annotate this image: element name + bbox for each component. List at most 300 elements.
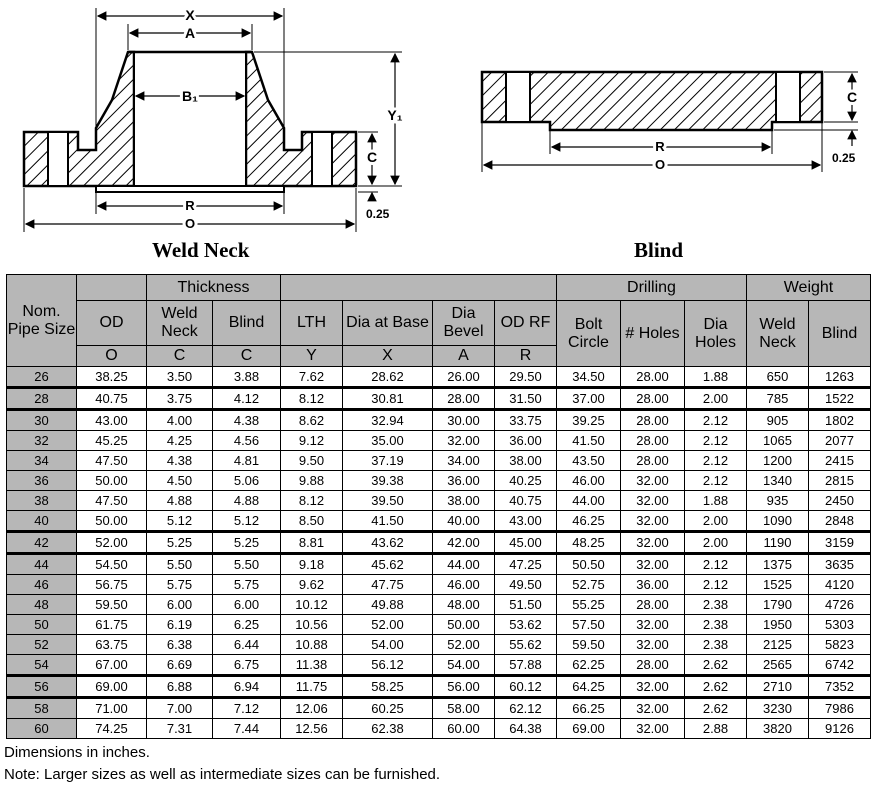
table-cell: 2125 bbox=[747, 635, 809, 655]
table-cell: 905 bbox=[747, 410, 809, 431]
table-cell: 2815 bbox=[809, 471, 871, 491]
table-cell: 6.75 bbox=[213, 655, 281, 676]
table-cell: 1.88 bbox=[685, 491, 747, 511]
table-cell: 7.62 bbox=[281, 367, 343, 388]
table-cell: 52.00 bbox=[433, 635, 495, 655]
table-cell: 49.88 bbox=[343, 595, 433, 615]
table-cell: 6.94 bbox=[213, 676, 281, 698]
pipe-size-cell: 32 bbox=[7, 431, 77, 451]
table-cell: 41.50 bbox=[343, 511, 433, 532]
table-cell: 3820 bbox=[747, 719, 809, 739]
table-cell: 41.50 bbox=[557, 431, 621, 451]
table-cell: 1065 bbox=[747, 431, 809, 451]
table-cell: 50.00 bbox=[77, 471, 147, 491]
table-cell: 50.50 bbox=[557, 554, 621, 575]
table-cell: 69.00 bbox=[77, 676, 147, 698]
table-cell: 56.00 bbox=[433, 676, 495, 698]
table-cell: 32.00 bbox=[621, 698, 685, 719]
table-cell: 62.12 bbox=[495, 698, 557, 719]
table-cell: 32.00 bbox=[621, 491, 685, 511]
table-cell: 36.00 bbox=[621, 575, 685, 595]
table-cell: 4.88 bbox=[213, 491, 281, 511]
pipe-size-cell: 46 bbox=[7, 575, 77, 595]
table-cell: 2.00 bbox=[685, 532, 747, 554]
table-cell: 51.50 bbox=[495, 595, 557, 615]
table-cell: 37.19 bbox=[343, 451, 433, 471]
table-cell: 7.12 bbox=[213, 698, 281, 719]
table-cell: 56.75 bbox=[77, 575, 147, 595]
header-sym-lth: Y bbox=[281, 346, 343, 367]
pipe-size-cell: 58 bbox=[7, 698, 77, 719]
table-cell: 5.75 bbox=[147, 575, 213, 595]
table-cell: 2.38 bbox=[685, 615, 747, 635]
table-cell: 38.00 bbox=[495, 451, 557, 471]
table-cell: 9.50 bbox=[281, 451, 343, 471]
table-cell: 2.88 bbox=[685, 719, 747, 739]
table-cell: 6.25 bbox=[213, 615, 281, 635]
header-sym-bevel: A bbox=[433, 346, 495, 367]
table-cell: 2.62 bbox=[685, 698, 747, 719]
header-od-rf: OD RF bbox=[495, 301, 557, 346]
table-cell: 46.00 bbox=[557, 471, 621, 491]
table-cell: 5.25 bbox=[147, 532, 213, 554]
header-blank-mid bbox=[281, 275, 557, 301]
table-cell: 2077 bbox=[809, 431, 871, 451]
table-cell: 5.12 bbox=[213, 511, 281, 532]
table-cell: 62.25 bbox=[557, 655, 621, 676]
header-lth: LTH bbox=[281, 301, 343, 346]
pipe-size-cell: 28 bbox=[7, 388, 77, 410]
table-cell: 6.19 bbox=[147, 615, 213, 635]
table-cell: 2450 bbox=[809, 491, 871, 511]
table-cell: 1263 bbox=[809, 367, 871, 388]
table-cell: 67.00 bbox=[77, 655, 147, 676]
table-cell: 1525 bbox=[747, 575, 809, 595]
table-cell: 7986 bbox=[809, 698, 871, 719]
table-cell: 39.38 bbox=[343, 471, 433, 491]
table-cell: 32.00 bbox=[621, 532, 685, 554]
table-cell: 58.25 bbox=[343, 676, 433, 698]
pipe-size-cell: 52 bbox=[7, 635, 77, 655]
table-row bbox=[7, 431, 871, 451]
table-cell: 4.81 bbox=[213, 451, 281, 471]
table-cell: 2.12 bbox=[685, 431, 747, 451]
header-weight-blind: Blind bbox=[809, 301, 871, 367]
bolt-hole-left bbox=[48, 132, 68, 186]
table-cell: 5.50 bbox=[213, 554, 281, 575]
table-cell: 61.75 bbox=[77, 615, 147, 635]
blind-bolt-hole-left bbox=[506, 72, 530, 122]
table-cell: 38.00 bbox=[433, 491, 495, 511]
header-dia-bevel: Dia Bevel bbox=[433, 301, 495, 346]
pipe-size-cell: 26 bbox=[7, 367, 77, 388]
table-cell: 2848 bbox=[809, 511, 871, 532]
note-dimensions: Dimensions in inches. bbox=[4, 744, 150, 761]
table-cell: 3230 bbox=[747, 698, 809, 719]
header-od: OD bbox=[77, 301, 147, 346]
table-cell: 28.00 bbox=[621, 410, 685, 431]
blind-dim-gap-label: 0.25 bbox=[832, 151, 856, 165]
table-cell: 43.50 bbox=[557, 451, 621, 471]
table-cell: 2.12 bbox=[685, 410, 747, 431]
table-cell: 32.94 bbox=[343, 410, 433, 431]
table-cell: 2565 bbox=[747, 655, 809, 676]
table-cell: 1190 bbox=[747, 532, 809, 554]
table-cell: 2.12 bbox=[685, 554, 747, 575]
header-blank-od bbox=[77, 275, 147, 301]
header-num-holes: # Holes bbox=[621, 301, 685, 367]
table-cell: 10.12 bbox=[281, 595, 343, 615]
table-cell: 39.50 bbox=[343, 491, 433, 511]
table-cell: 31.50 bbox=[495, 388, 557, 410]
table-cell: 45.62 bbox=[343, 554, 433, 575]
table-cell: 46.00 bbox=[433, 575, 495, 595]
table-cell: 7.31 bbox=[147, 719, 213, 739]
table-cell: 935 bbox=[747, 491, 809, 511]
header-weight: Weight bbox=[747, 275, 871, 301]
blind-section bbox=[482, 72, 822, 130]
table-cell: 6.00 bbox=[147, 595, 213, 615]
table-cell: 3159 bbox=[809, 532, 871, 554]
table-cell: 40.75 bbox=[495, 491, 557, 511]
table-row bbox=[7, 676, 871, 698]
table-row bbox=[7, 655, 871, 676]
table-cell: 2.00 bbox=[685, 388, 747, 410]
table-cell: 28.00 bbox=[433, 388, 495, 410]
table-cell: 4.12 bbox=[213, 388, 281, 410]
table-cell: 52.00 bbox=[77, 532, 147, 554]
table-cell: 58.00 bbox=[433, 698, 495, 719]
table-cell: 9126 bbox=[809, 719, 871, 739]
header-nom-pipe-size: Nom. Pipe Size bbox=[7, 275, 77, 367]
table-row bbox=[7, 635, 871, 655]
table-cell: 26.00 bbox=[433, 367, 495, 388]
table-cell: 32.00 bbox=[621, 676, 685, 698]
table-cell: 64.25 bbox=[557, 676, 621, 698]
table-cell: 10.56 bbox=[281, 615, 343, 635]
table-cell: 5.12 bbox=[147, 511, 213, 532]
table-cell: 5.50 bbox=[147, 554, 213, 575]
table-cell: 52.00 bbox=[343, 615, 433, 635]
table-cell: 2.38 bbox=[685, 635, 747, 655]
table-cell: 30.81 bbox=[343, 388, 433, 410]
table-cell: 28.00 bbox=[621, 367, 685, 388]
pipe-size-cell: 54 bbox=[7, 655, 77, 676]
table-row bbox=[7, 554, 871, 575]
blind-caption: Blind bbox=[634, 238, 684, 262]
table-cell: 69.00 bbox=[557, 719, 621, 739]
table-cell: 45.00 bbox=[495, 532, 557, 554]
table-cell: 71.00 bbox=[77, 698, 147, 719]
table-cell: 55.62 bbox=[495, 635, 557, 655]
table-cell: 42.00 bbox=[433, 532, 495, 554]
table-cell: 11.38 bbox=[281, 655, 343, 676]
table-cell: 60.25 bbox=[343, 698, 433, 719]
table-cell: 1790 bbox=[747, 595, 809, 615]
weld-neck-left-section bbox=[24, 52, 134, 186]
table-cell: 44.00 bbox=[557, 491, 621, 511]
table-cell: 1375 bbox=[747, 554, 809, 575]
pipe-size-cell: 48 bbox=[7, 595, 77, 615]
table-cell: 1950 bbox=[747, 615, 809, 635]
table-cell: 8.62 bbox=[281, 410, 343, 431]
table-row bbox=[7, 388, 871, 410]
table-cell: 3.75 bbox=[147, 388, 213, 410]
table-row bbox=[7, 595, 871, 615]
blind-dim-r-label: R bbox=[655, 139, 665, 154]
header-bolt-circle: Bolt Circle bbox=[557, 301, 621, 367]
table-cell: 47.50 bbox=[77, 451, 147, 471]
table-cell: 2.12 bbox=[685, 471, 747, 491]
table-cell: 40.00 bbox=[433, 511, 495, 532]
table-cell: 1.88 bbox=[685, 367, 747, 388]
table-cell: 34.00 bbox=[433, 451, 495, 471]
bore bbox=[134, 52, 246, 186]
table-cell: 5.06 bbox=[213, 471, 281, 491]
table-cell: 10.88 bbox=[281, 635, 343, 655]
table-cell: 4120 bbox=[809, 575, 871, 595]
note-sizes: Note: Larger sizes as well as intermediate sizes can be furnished. bbox=[4, 766, 441, 783]
table-cell: 28.00 bbox=[621, 388, 685, 410]
header-sym-wn: C bbox=[147, 346, 213, 367]
notes bbox=[4, 742, 440, 786]
table-row bbox=[7, 532, 871, 554]
table-cell: 28.00 bbox=[621, 431, 685, 451]
table-cell: 40.75 bbox=[77, 388, 147, 410]
pipe-size-cell: 56 bbox=[7, 676, 77, 698]
table-cell: 32.00 bbox=[621, 471, 685, 491]
table-row bbox=[7, 698, 871, 719]
table-cell: 2.12 bbox=[685, 451, 747, 471]
table-cell: 36.00 bbox=[433, 471, 495, 491]
table-cell: 1802 bbox=[809, 410, 871, 431]
table-cell: 32.00 bbox=[621, 554, 685, 575]
header-drilling: Drilling bbox=[557, 275, 747, 301]
table-cell: 49.50 bbox=[495, 575, 557, 595]
table-cell: 5303 bbox=[809, 615, 871, 635]
table-cell: 8.12 bbox=[281, 491, 343, 511]
header-sym-od: O bbox=[77, 346, 147, 367]
table-cell: 32.00 bbox=[621, 719, 685, 739]
table-cell: 60.00 bbox=[433, 719, 495, 739]
table-cell: 4.38 bbox=[213, 410, 281, 431]
table-cell: 4.00 bbox=[147, 410, 213, 431]
table-cell: 28.00 bbox=[621, 451, 685, 471]
table-cell: 4.25 bbox=[147, 431, 213, 451]
table-cell: 2415 bbox=[809, 451, 871, 471]
header-thickness: Thickness bbox=[147, 275, 281, 301]
table-cell: 46.25 bbox=[557, 511, 621, 532]
dim-gap-label: 0.25 bbox=[366, 207, 390, 221]
table-row bbox=[7, 575, 871, 595]
table-cell: 48.00 bbox=[433, 595, 495, 615]
dim-o-label: O bbox=[184, 216, 196, 231]
table-cell: 52.75 bbox=[557, 575, 621, 595]
pipe-size-cell: 40 bbox=[7, 511, 77, 532]
table-cell: 59.50 bbox=[77, 595, 147, 615]
table-cell: 63.75 bbox=[77, 635, 147, 655]
table-cell: 5.75 bbox=[213, 575, 281, 595]
table-cell: 1090 bbox=[747, 511, 809, 532]
pipe-size-cell: 50 bbox=[7, 615, 77, 635]
header-dia-at-base: Dia at Base bbox=[343, 301, 433, 346]
table-cell: 5.25 bbox=[213, 532, 281, 554]
table-cell: 9.12 bbox=[281, 431, 343, 451]
pipe-size-cell: 44 bbox=[7, 554, 77, 575]
flange-spec-table bbox=[6, 274, 871, 739]
table-cell: 33.75 bbox=[495, 410, 557, 431]
table-cell: 4.56 bbox=[213, 431, 281, 451]
table-cell: 44.00 bbox=[433, 554, 495, 575]
table-cell: 2.00 bbox=[685, 511, 747, 532]
header-weight-weld-neck: Weld Neck bbox=[747, 301, 809, 367]
table-row bbox=[7, 491, 871, 511]
table-cell: 8.81 bbox=[281, 532, 343, 554]
table-cell: 650 bbox=[747, 367, 809, 388]
table-body bbox=[7, 367, 871, 739]
table-cell: 28.00 bbox=[621, 655, 685, 676]
table-cell: 2.12 bbox=[685, 575, 747, 595]
table-cell: 5823 bbox=[809, 635, 871, 655]
table-cell: 62.38 bbox=[343, 719, 433, 739]
table-cell: 29.50 bbox=[495, 367, 557, 388]
table-cell: 3635 bbox=[809, 554, 871, 575]
table-cell: 47.25 bbox=[495, 554, 557, 575]
table-cell: 6742 bbox=[809, 655, 871, 676]
table-cell: 50.00 bbox=[433, 615, 495, 635]
table-cell: 43.00 bbox=[495, 511, 557, 532]
table-cell: 32.00 bbox=[621, 635, 685, 655]
pipe-size-cell: 60 bbox=[7, 719, 77, 739]
table-cell: 32.00 bbox=[621, 511, 685, 532]
dim-c-label: C bbox=[366, 149, 378, 165]
table-cell: 74.25 bbox=[77, 719, 147, 739]
table-cell: 60.12 bbox=[495, 676, 557, 698]
table-cell: 4.50 bbox=[147, 471, 213, 491]
table-cell: 4726 bbox=[809, 595, 871, 615]
dim-r-label: R bbox=[185, 198, 195, 213]
table-row bbox=[7, 471, 871, 491]
pipe-size-cell: 36 bbox=[7, 471, 77, 491]
table-cell: 4.38 bbox=[147, 451, 213, 471]
table-cell: 6.44 bbox=[213, 635, 281, 655]
table-cell: 11.75 bbox=[281, 676, 343, 698]
table-row bbox=[7, 367, 871, 388]
table-cell: 55.25 bbox=[557, 595, 621, 615]
header-sym-blind: C bbox=[213, 346, 281, 367]
table-cell: 64.38 bbox=[495, 719, 557, 739]
table-cell: 28.00 bbox=[621, 595, 685, 615]
table-cell: 36.00 bbox=[495, 431, 557, 451]
table-cell: 1522 bbox=[809, 388, 871, 410]
table-cell: 54.00 bbox=[343, 635, 433, 655]
table-cell: 2.62 bbox=[685, 676, 747, 698]
header-sym-rf: R bbox=[495, 346, 557, 367]
table-cell: 9.88 bbox=[281, 471, 343, 491]
table-cell: 1200 bbox=[747, 451, 809, 471]
table-cell: 6.00 bbox=[213, 595, 281, 615]
table-cell: 9.62 bbox=[281, 575, 343, 595]
dim-a-label: A bbox=[184, 25, 196, 41]
table-cell: 2.62 bbox=[685, 655, 747, 676]
table-cell: 7.44 bbox=[213, 719, 281, 739]
table-cell: 53.62 bbox=[495, 615, 557, 635]
table-cell: 50.00 bbox=[77, 511, 147, 532]
table-cell: 7.00 bbox=[147, 698, 213, 719]
table-cell: 6.69 bbox=[147, 655, 213, 676]
table-cell: 45.25 bbox=[77, 431, 147, 451]
table-cell: 47.50 bbox=[77, 491, 147, 511]
table-row bbox=[7, 615, 871, 635]
weld-neck-right-section bbox=[246, 52, 356, 186]
table-cell: 57.50 bbox=[557, 615, 621, 635]
table-cell: 35.00 bbox=[343, 431, 433, 451]
table-cell: 28.62 bbox=[343, 367, 433, 388]
table-cell: 30.00 bbox=[433, 410, 495, 431]
table-cell: 32.00 bbox=[433, 431, 495, 451]
table-cell: 48.25 bbox=[557, 532, 621, 554]
table-cell: 47.75 bbox=[343, 575, 433, 595]
pipe-size-cell: 42 bbox=[7, 532, 77, 554]
pipe-size-cell: 30 bbox=[7, 410, 77, 431]
table-cell: 66.25 bbox=[557, 698, 621, 719]
table-cell: 34.50 bbox=[557, 367, 621, 388]
pipe-size-cell: 38 bbox=[7, 491, 77, 511]
table-cell: 2.38 bbox=[685, 595, 747, 615]
table-cell: 3.88 bbox=[213, 367, 281, 388]
table-cell: 37.00 bbox=[557, 388, 621, 410]
table-cell: 7352 bbox=[809, 676, 871, 698]
table-cell: 785 bbox=[747, 388, 809, 410]
bolt-hole-right bbox=[312, 132, 332, 186]
weld-neck-drawing bbox=[0, 0, 440, 240]
table-row bbox=[7, 719, 871, 739]
table-cell: 54.00 bbox=[433, 655, 495, 676]
table-cell: 3.50 bbox=[147, 367, 213, 388]
table-cell: 2710 bbox=[747, 676, 809, 698]
table-cell: 8.12 bbox=[281, 388, 343, 410]
table-cell: 40.25 bbox=[495, 471, 557, 491]
table-row bbox=[7, 511, 871, 532]
table-cell: 39.25 bbox=[557, 410, 621, 431]
header-weld-neck: Weld Neck bbox=[147, 301, 213, 346]
table-cell: 12.56 bbox=[281, 719, 343, 739]
table-cell: 4.88 bbox=[147, 491, 213, 511]
table-cell: 43.62 bbox=[343, 532, 433, 554]
table-cell: 12.06 bbox=[281, 698, 343, 719]
blind-drawing bbox=[450, 0, 890, 200]
table-cell: 1340 bbox=[747, 471, 809, 491]
table-cell: 32.00 bbox=[621, 615, 685, 635]
table-cell: 6.88 bbox=[147, 676, 213, 698]
table-cell: 6.38 bbox=[147, 635, 213, 655]
table-cell: 56.12 bbox=[343, 655, 433, 676]
blind-dim-c-label: C bbox=[846, 89, 858, 105]
dim-b1-label: B₁ bbox=[182, 88, 198, 104]
blind-bolt-hole-right bbox=[776, 72, 800, 122]
dim-x-label: X bbox=[185, 7, 195, 23]
table-cell: 8.50 bbox=[281, 511, 343, 532]
table-cell: 9.18 bbox=[281, 554, 343, 575]
dim-y1-label: Y₁ bbox=[387, 107, 403, 123]
table-row bbox=[7, 410, 871, 431]
table-cell: 43.00 bbox=[77, 410, 147, 431]
header-dia-holes: Dia Holes bbox=[685, 301, 747, 367]
header-sym-base: X bbox=[343, 346, 433, 367]
table-cell: 54.50 bbox=[77, 554, 147, 575]
weld-neck-caption: Weld Neck bbox=[152, 238, 250, 262]
table-row bbox=[7, 451, 871, 471]
